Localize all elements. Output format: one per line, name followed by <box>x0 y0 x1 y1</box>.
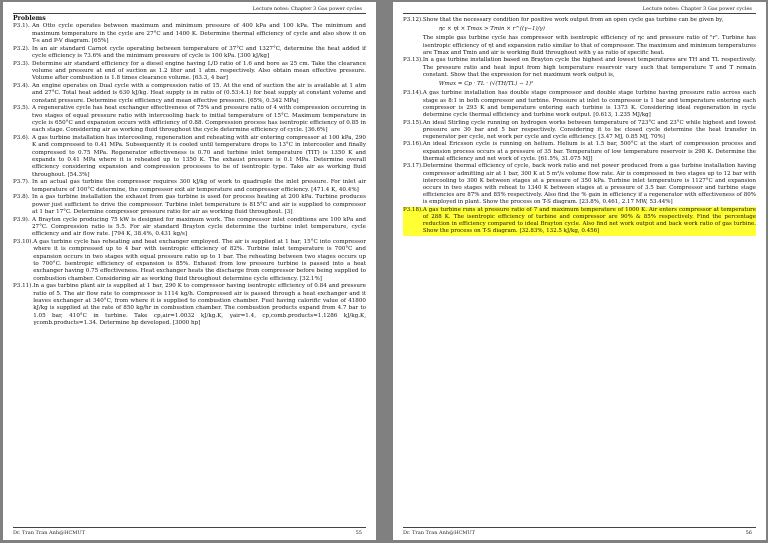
problem-item <box>403 120 756 142</box>
problem-body <box>32 194 366 216</box>
problem-item <box>13 283 366 327</box>
problem-text: In a gas turbine installation the exhaust from gas turbine is used for process heating at 200 kPa. Turbine produces power just sufficient to drive the compressor. Turbine inlet temperature is 815°C and air is supplied to compressor at 1 bar 17°C. Determine compressor pressure ratio for air as working fluid throughout. [3] <box>32 194 366 216</box>
problem-number: P3.8). <box>13 194 30 201</box>
problem-number: P3.2). <box>13 45 30 52</box>
problem-number: P3.18). <box>403 207 423 236</box>
left-content <box>13 15 366 328</box>
footer-author: Dr. Tran Tran Anh@HCMUT <box>403 530 475 536</box>
problem-body <box>423 57 756 90</box>
problem-item <box>13 46 366 61</box>
problem-item <box>13 23 366 45</box>
problem-body <box>423 90 756 119</box>
problem-body <box>423 141 756 163</box>
problem-formula: ηc × ηt × Tmax > Tmin × r^((γ−1)/γ) <box>438 26 545 33</box>
problem-text: In a gas turbine plant air is supplied at 1 bar, 290 K to compressor having isentropic efficiency of 0.84 and pressure ratio of 5. The air flow rate to compressor is 1114 kg/h. Compressed air is passed through a heat exchanger and it leaves exchanger at 340°C, from where it is supplied to combustion chamber. Fuel having calorific value of 41800 kJ/kg is supplied at the rate of 850 kg/hr in combustion chamber. The combustion products expand from 4.7 bar to 1.05 bar, 410°C in turbine. Take cp,air=1.0032 kJ/kg.K, γair=1.4, cp,comb.products=1.1286 kJ/kg.K, γcomb.products=1.34. Determine hp developed. [3000 hp] <box>33 283 366 327</box>
problem-body <box>423 207 756 236</box>
problem-text: A gas turbine runs at pressure ratio of 7 and maximum temperature of 1000 K. Air enters compressor at temperature of 288 K. The isentropic efficiency of turbine and compressor are 90% & 85% respectively. Find the percentage reduction in efficiency compared to ideal Brayton cycle. Also find net work output and back work ratio of gas turbine. Show the process on T-S diagram. [32.83%, 132.5 kJ/kg, 0.456] <box>422 206 756 235</box>
problem-number: P3.5). <box>13 105 30 112</box>
problem-item <box>403 141 756 163</box>
problem-text: An engine operates on Dual cycle with a compression ratio of 15. At the end of suction the air is available at 1 atm and 27°C. Total heat added is 630 kJ/kg. Heat supply is in ratio of (0.53:4.1) for heat supply at constant volume and constant pressure. Determine cycle efficiency and mean effective pressure. [65%, 0.342 MPa] <box>32 82 366 104</box>
problem-item <box>13 135 366 179</box>
footer-rule <box>13 527 366 528</box>
problem-note: The simple gas turbine cycle has compressor with isentropic efficiency of ηc and pressure ratio of "r". Turbine has isentropic efficiency of ηt and expansion ratio similar to that of compressor. The maximum and minimum temperatures are Tmax and Tmin and air is working fluid throughout with γ as ratio of specific heat. <box>422 35 756 56</box>
problem-text: In an air standard Carnot cycle operating between temperature of 37°C and 1327°C, determine the heat added if cycle efficiency is 73.6% and the minimum pressure of cycle is 100 kPa. [300 kJ/kg] <box>32 45 366 60</box>
problem-body <box>32 105 366 134</box>
problem-number: P3.15). <box>403 119 423 126</box>
problem-body <box>32 83 366 105</box>
page-header: Lecture notes: Chapter 3 Gas power cycles <box>642 6 752 12</box>
problem-item <box>13 179 366 194</box>
problem-number: P3.1). <box>13 23 30 30</box>
problem-number: P3.14). <box>403 90 423 97</box>
problem-item <box>403 163 756 206</box>
problem-item <box>13 83 366 105</box>
problem-number: P3.7). <box>13 179 30 186</box>
problem-text: An ideal Ericsson cycle is running on helium. Helium is at 1.5 bar, 500°C at the start of compression process and expansion process occurs at a pressure of 35 bar. Temperature of low temperature reservoir is 298 K. Determine the thermal efficiency and net work of cycle. [61.5%, 31.075 MJ] <box>422 141 756 162</box>
problem-item <box>13 194 366 216</box>
problem-formula: Wmax = Cp · TL · (√(TH/TL) − 1)² <box>438 80 534 87</box>
right-content <box>403 17 756 236</box>
problem-item <box>13 61 366 83</box>
problem-text: A regenerative cycle has heat exchanger effectiveness of 75% and pressure ratio of 4 with compression occurring in two stages of equal pressure ratio with intercooling back to initial temperature of 15°C. Maximum temperature in cycle is 650°C and expansion occurs with efficiency of 0.88. Compression process has isentropic efficiency of 0.85 in each stage. Considering air as working fluid throughout the cycle determine efficiency of cycle. [36.6%] <box>32 105 366 134</box>
header-rule <box>403 13 756 14</box>
problem-body <box>423 163 756 206</box>
problem-number: P3.10). <box>13 238 34 245</box>
problem-text: An Otto cycle operates between maximum and minimum pressure of 400 kPa and 100 kPa. The minimum and maximum temperature in the cycle are 27°C and 1400 K. Determine thermal efficiency of cycle and also show it on T-s and P-V diagram. [65%] <box>32 23 366 45</box>
problem-item <box>13 239 366 283</box>
problem-text: Determine air standard efficiency for a diesel engine having L/D ratio of 1.6 and bore as 25 cm. Take the clearance volume and pressure at end of suction as 1.2 liter and 1 atm. respectively. Also obtain mean effective pressure. Volume after combustion is 1.8 times clearance volume. [63.3, 4 bar] <box>32 60 366 82</box>
problem-item <box>13 217 366 239</box>
problem-text: Show that the necessary condition for positive work output from an open cycle gas turbine can be given by, <box>422 17 724 23</box>
problem-body <box>32 217 366 239</box>
problem-body <box>32 23 366 45</box>
problem-number: P3.11). <box>13 283 34 290</box>
problem-body <box>32 135 366 179</box>
problem-number: P3.9). <box>13 216 30 223</box>
problem-body <box>423 120 756 142</box>
problem-body <box>423 17 756 57</box>
problem-item <box>403 207 756 236</box>
section-title: Problems <box>13 15 46 22</box>
problem-item <box>403 17 756 57</box>
page-number: 55 <box>355 530 362 536</box>
problem-text: An ideal Stirling cycle running on hydrogen works between temperature of 723°C and 23°C while highest and lowest pressure are 30 bar and 5 bar respectively. Considering it to be closed cycle determine the heat transfer in regenerator per cycle, net work per cycle and cycle efficiency. [3.47 MJ, 0.85 MJ, 70%] <box>422 119 756 140</box>
footer-author: Dr. Tran Tran Anh@HCMUT <box>13 530 85 536</box>
right-page <box>393 2 766 540</box>
problem-number: P3.6). <box>13 134 30 141</box>
problem-text: In an actual gas turbine the compressor requires 300 kJ/kg of work to quadruple the inlet pressure. For inlet air temperature of 100°C determine, the compressor exit air temperature and compressor efficiency. [471.4 K, 40.4%] <box>32 179 366 193</box>
problem-number: P3.17). <box>403 163 423 170</box>
page-number: 56 <box>745 530 752 536</box>
problem-text: A gas turbine installation has intercooling, regeneration and reheating with air entering compressor at 100 kPa, 290 K and compressed to 0.41 MPa. Subsequently it is cooled until temperature drops to 13°C in intercooler and finally compressed to 0.75 MPa. Regenerator effectiveness is 0.70 and turbine inlet temperature (TIT) is 1350 K and expands to 0.41 MPa where it is reheated up to 1350 K. The exhaust pressure is 0.1 MPa. Determine overall efficiency considering expansion and compression processes to be of isentropic type. Take air as working fluid throughout. [54.3%] <box>32 134 366 178</box>
header-rule <box>13 13 366 14</box>
problem-item <box>403 90 756 119</box>
left-page <box>3 2 376 540</box>
problem-number: P3.13). <box>403 57 423 64</box>
page-header: Lecture notes: Chapter 3 Gas power cycles <box>252 6 362 12</box>
problem-body <box>32 61 366 83</box>
problem-number: P3.4). <box>13 82 30 89</box>
problem-item <box>403 57 756 90</box>
problem-number: P3.16). <box>403 141 423 148</box>
problem-body <box>33 283 366 327</box>
problem-number: P3.3). <box>13 60 30 67</box>
problem-text: Determine thermal efficiency of cycle, back work ratio and net power produced from a gas turbine installation having compressor admitting air at 1 bar, 300 K at 5 m³/s volume flow rate. Air is compressed in two stages up to 12 bar with intercooling to 300 K between stages at a pressure of 350 kPa. Turbine inlet temperature is 1127°C and expansion occurs in two stages with reheat to 1340 K between stages at a pressure of 3.5 bar. Compressor and turbine stage efficiencies are 87% and 85% respectively. Also find the % gain in efficiency if a regenerator with effectiveness of 80% is employed in plant. Show the process on T-S diagram. [23.8%, 0.461, 2.17 MW, 53.44%] <box>422 163 756 206</box>
problem-body <box>32 179 366 194</box>
problem-list <box>403 17 756 236</box>
problem-body <box>33 239 366 283</box>
problem-item <box>13 105 366 134</box>
problem-text: A Brayton cycle producing 75 kW is designed for maximum work. The compressor inlet conditions are 100 kPa and 27°C. Compression ratio is 5.5. For air standard Brayton cycle determine the turbine inlet temperature, cycle efficiency and air flow rate. [794 K, 38.4%, 0.431 kg/s] <box>32 216 366 238</box>
problem-list <box>13 23 366 327</box>
footer-rule <box>403 527 756 528</box>
problem-number: P3.12). <box>403 17 423 23</box>
problem-text: A gas turbine cycle has reheating and heat exchanger employed. The air is supplied at 1 bar, 15°C into compressor where it is compressed up to 4 bar with isentropic efficiency of 82%. Turbine inlet temperature is 700°C and expansion occurs in two stages with equal pressure ratio up to 1 bar. The reheating between two stages occurs up to 700°C. Isentropic efficiency of expansion is 85%. Exhaust from low pressure turbine is passed into a heat exchanger having 0.75 effectiveness. Heat exchanger heats the discharge from compressor before being supplied to combustion chamber. Considering air as working fluid throughout determine cycle efficiency. [32.1%] <box>33 238 366 282</box>
problem-body <box>32 46 366 61</box>
problem-text: In a gas turbine installation based on Brayton cycle the highest and lowest temperatures are TH and TL respectively. The pressure ratio and heat input from high temperature reservoir vary such that temperature T and T remain constant. Show that the expression for net maximum work output is, <box>422 57 756 78</box>
problem-text: A gas turbine installation has double stage compressor and double stage turbine having pressure ratio across each stage as 8:1 in both compressor and turbine. Pressure at inlet to compressor is 1 bar and temperature entering each compressor is 293 K and temperature entering each turbine is 1373 K. Considering ideal regeneration in cycle determine cycle thermal efficiency and turbine work output. [0.613, 1.235 MJ/kg] <box>422 90 756 119</box>
